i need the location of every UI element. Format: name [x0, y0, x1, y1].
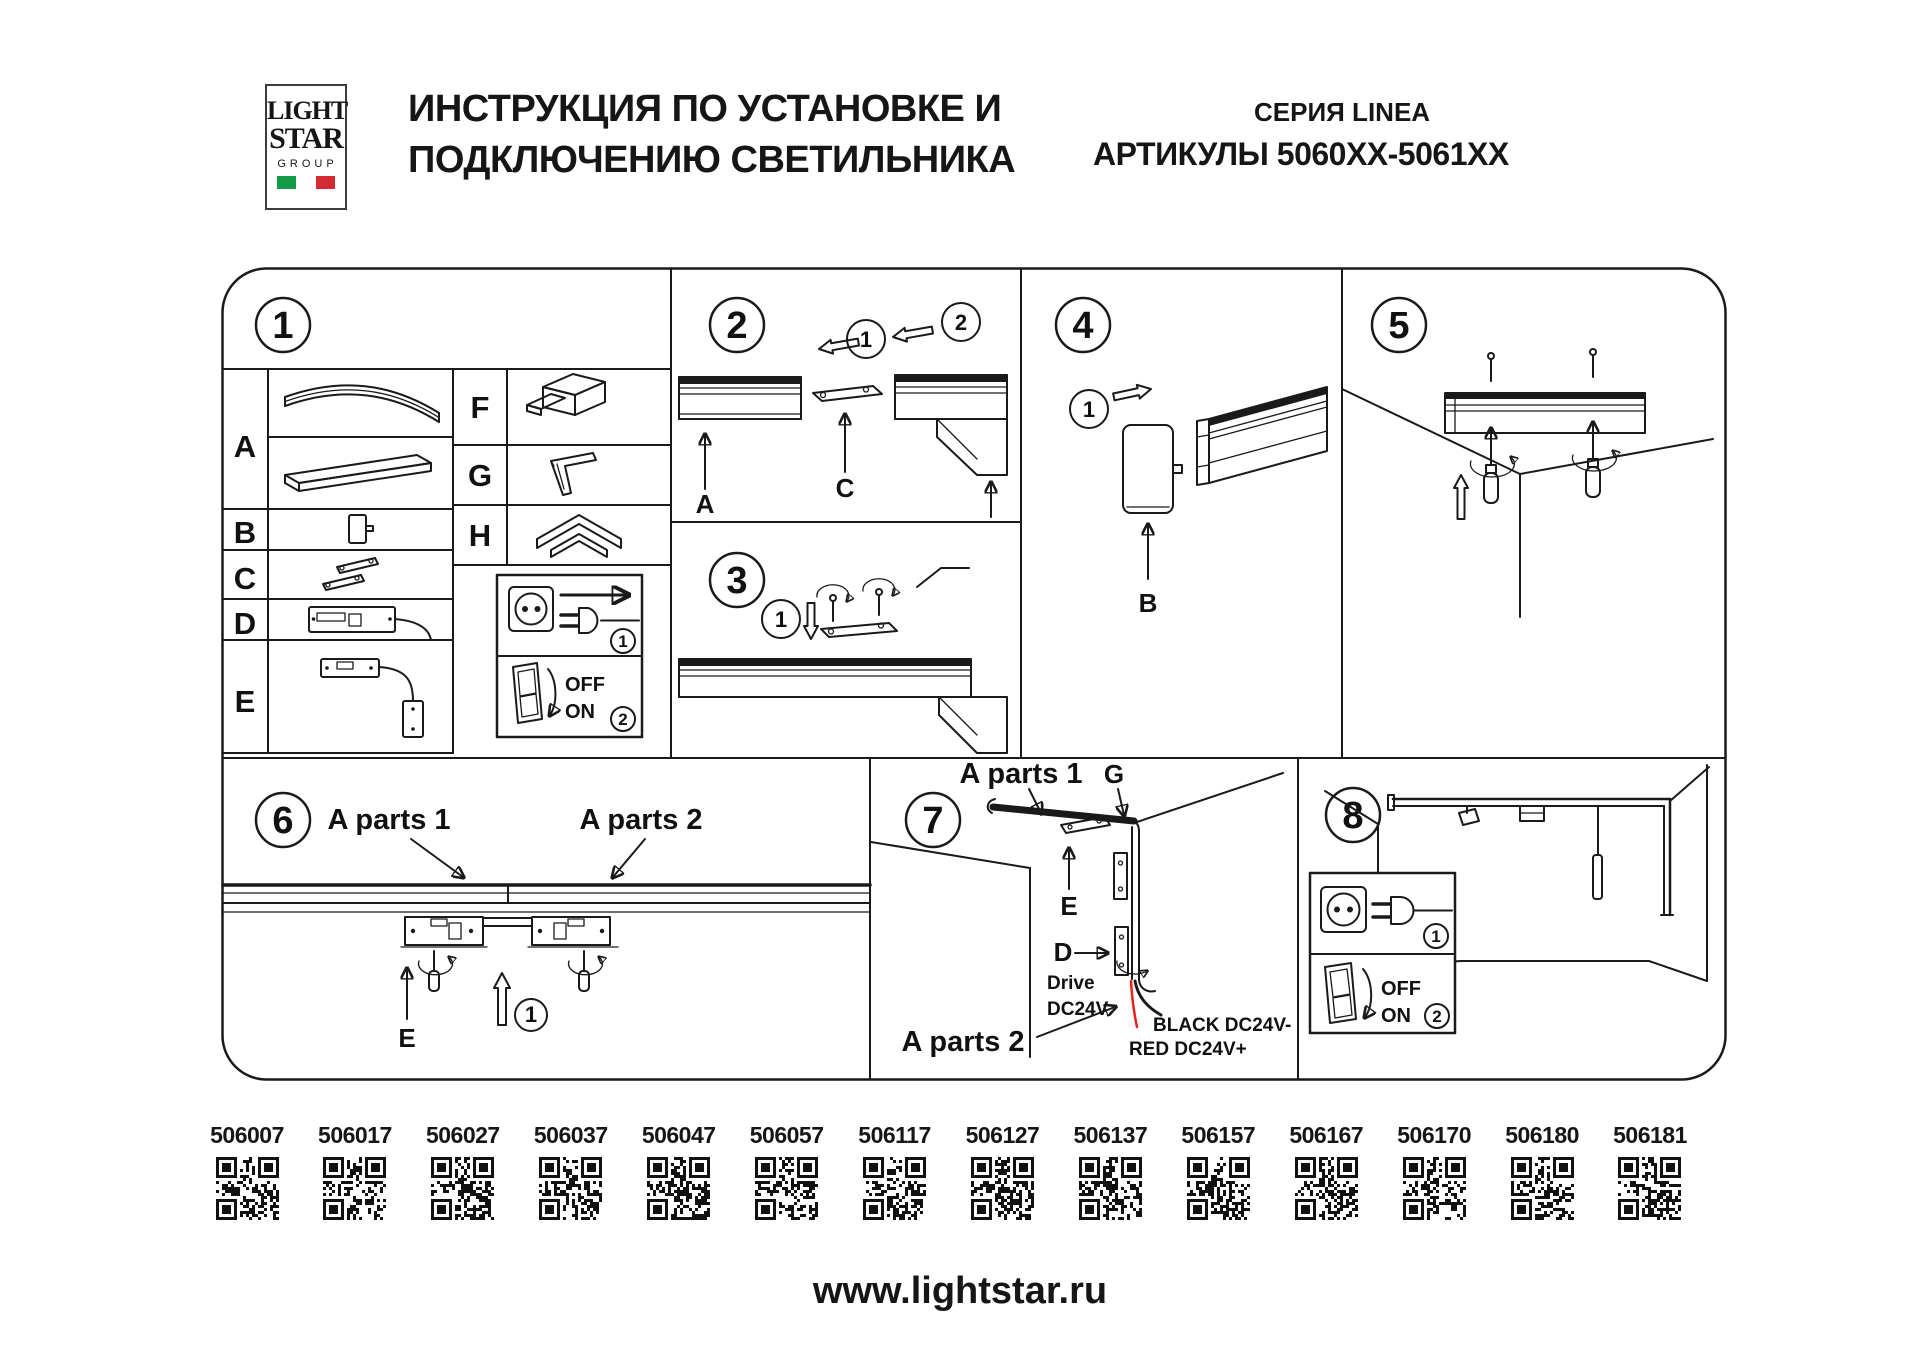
- endcap-b: [1123, 425, 1182, 513]
- a-parts-2-arrow: [613, 839, 645, 877]
- wire-red-label: RED DC24V+: [1129, 1039, 1247, 1060]
- article-qr-row: [197, 1122, 1700, 1220]
- svg-text:2: 2: [618, 710, 628, 729]
- article-number: 506127: [965, 1122, 1040, 1148]
- qr-item: [845, 1122, 945, 1220]
- article-number: 506027: [425, 1122, 500, 1148]
- qr-item: [1384, 1122, 1484, 1220]
- wall-bracket-upper: [1114, 853, 1127, 899]
- part-label-d: D: [233, 606, 257, 641]
- on-label: ON: [1381, 1005, 1411, 1027]
- power-instruction-box: [1310, 873, 1455, 1033]
- qr-code: [1403, 1157, 1466, 1220]
- svg-text:1: 1: [774, 607, 788, 632]
- corner-track: [895, 375, 1007, 475]
- svg-text:2: 2: [954, 310, 968, 335]
- step-6-badge: [256, 793, 310, 847]
- svg-text:2: 2: [1432, 1007, 1442, 1026]
- svg-text:3: 3: [726, 560, 748, 602]
- svg-text:1: 1: [618, 632, 628, 651]
- hollow-arrow-down: [804, 603, 818, 639]
- screwdriver-right: [568, 951, 602, 991]
- svg-text:8: 8: [1342, 795, 1364, 837]
- step-3-badge: [710, 553, 764, 607]
- screw-left: [1488, 353, 1494, 381]
- qr-item: [521, 1122, 621, 1220]
- ceiling-track: [1445, 393, 1645, 433]
- screwdriver-left: [418, 951, 452, 991]
- lightstar-logo: [265, 84, 347, 210]
- ceiling-edge-right: [1134, 773, 1283, 823]
- hollow-arrow-up: [1454, 475, 1468, 519]
- svg-text:7: 7: [922, 800, 944, 842]
- series-label: СЕРИЯ LINEA: [1254, 97, 1431, 127]
- article-number: 506007: [210, 1122, 284, 1148]
- label-g-arrow: [1118, 789, 1124, 815]
- svg-text:6: 6: [272, 800, 294, 842]
- part-label-h: H: [468, 518, 492, 553]
- qr-item: [1276, 1122, 1376, 1220]
- logo-word-light: LIGHT: [267, 96, 348, 125]
- tool-rod: [917, 568, 969, 587]
- ceiling-edge-left: [871, 842, 1030, 868]
- step-2-badge: [710, 298, 764, 352]
- hollow-arrow-2: [892, 323, 934, 344]
- part-d-drive-drawing: [309, 607, 431, 640]
- website-url: www.lightstar.ru: [812, 1270, 1108, 1312]
- off-label: OFF: [565, 674, 605, 696]
- article-number: 506170: [1397, 1122, 1472, 1148]
- step7-label-d: D: [1053, 937, 1073, 967]
- step-5-badge: [1372, 298, 1426, 352]
- step-6-drawing: [223, 804, 870, 1053]
- qr-code: [755, 1157, 818, 1220]
- article-number: 506180: [1505, 1122, 1579, 1148]
- page-title: [408, 84, 1068, 186]
- logo-word-group: GROUP: [277, 158, 338, 170]
- svg-text:5: 5: [1388, 305, 1410, 347]
- bracket-right: [528, 917, 618, 947]
- qr-item: [197, 1122, 297, 1220]
- article-number: 506167: [1289, 1122, 1364, 1148]
- corner-track: [939, 697, 1007, 753]
- step-1-badge: [256, 298, 310, 352]
- part-b-endcap-drawing: [349, 515, 373, 543]
- article-number: 506047: [641, 1122, 716, 1148]
- step-4-drawing: [1070, 382, 1327, 618]
- qr-item: [1492, 1122, 1592, 1220]
- step-5-drawing: [1342, 349, 1713, 617]
- step7-label-e: E: [1060, 891, 1078, 921]
- track-profile: [1197, 387, 1327, 485]
- ceiling-track: [993, 807, 1134, 821]
- hollow-arrow-right: [1112, 382, 1152, 404]
- diagram-frame: [223, 269, 1726, 1080]
- screw-left: [817, 585, 849, 621]
- part-e-corner-drive-drawing: [321, 659, 423, 737]
- connector-plate: [813, 386, 882, 401]
- svg-text:1: 1: [1431, 927, 1441, 946]
- article-number: 506157: [1181, 1122, 1256, 1148]
- article-number: 506057: [749, 1122, 824, 1148]
- step2-label-c: C: [835, 473, 855, 503]
- black-wire: [1135, 981, 1161, 1015]
- qr-code: [539, 1157, 602, 1220]
- spotlight: [1459, 806, 1479, 825]
- hollow-arrow-up: [494, 973, 510, 1025]
- connector-plate: [821, 623, 897, 637]
- qr-item: [305, 1122, 405, 1220]
- step-4-badge: [1056, 298, 1110, 352]
- part-f-connector-drawing: [527, 374, 605, 415]
- part-label-f: F: [470, 390, 490, 425]
- screw-right: [863, 579, 895, 615]
- qr-code: [216, 1157, 279, 1220]
- qr-code: [971, 1157, 1034, 1220]
- part-h-corner-cover-drawing: [537, 515, 621, 557]
- title-line-2: ПОДКЛЮЧЕНИЮ СВЕТИЛЬНИКА: [408, 139, 1016, 181]
- parts-table: [223, 369, 671, 753]
- drive-line-1: Drive: [1047, 973, 1095, 994]
- part-label-a: A: [233, 429, 257, 464]
- qr-code: [647, 1157, 710, 1220]
- bracket-left: [401, 917, 487, 947]
- svg-text:1: 1: [524, 1002, 538, 1027]
- qr-code: [863, 1157, 926, 1220]
- qr-item: [1168, 1122, 1268, 1220]
- qr-code: [1079, 1157, 1142, 1220]
- drive-bracket: [1115, 927, 1128, 975]
- article-number: 506181: [1613, 1122, 1687, 1148]
- qr-code: [1187, 1157, 1250, 1220]
- callout-2-badge: [942, 303, 980, 341]
- articles-label: АРТИКУЛЫ 5060XX-5061XX: [1093, 136, 1509, 172]
- installation-diagram: [221, 267, 1727, 1081]
- qr-code: [1511, 1157, 1574, 1220]
- qr-item: [413, 1122, 513, 1220]
- italy-flag-icon: [277, 176, 335, 189]
- part-label-b: B: [233, 515, 257, 550]
- track-segment: [679, 377, 801, 419]
- surface-light: [1520, 806, 1544, 821]
- part-g-corner-connector-drawing: [551, 453, 596, 495]
- part-label-e: E: [234, 684, 256, 719]
- drive-line-2: DC24V: [1047, 999, 1109, 1020]
- callout-1-badge: [1070, 390, 1108, 428]
- part-c-plates-drawing: [323, 558, 378, 590]
- ceiling-corner-lines: [1342, 389, 1713, 474]
- joined-track: [223, 885, 870, 912]
- pendant-light: [1593, 806, 1602, 899]
- article-number: 506017: [318, 1122, 392, 1148]
- screwdriver-left: [1470, 429, 1514, 503]
- track-segment: [679, 659, 971, 697]
- callout-1-badge: [515, 999, 547, 1031]
- qr-code: [1618, 1157, 1681, 1220]
- svg-text:1: 1: [1082, 397, 1096, 422]
- svg-text:1: 1: [859, 327, 873, 352]
- screwdriver-right: [1572, 423, 1616, 497]
- screw-right: [1590, 349, 1596, 377]
- power-instruction-box: [497, 575, 642, 737]
- svg-text:4: 4: [1072, 305, 1094, 347]
- part-a-curved-track-drawing: [285, 385, 439, 422]
- qr-item: [1600, 1122, 1700, 1220]
- step6-label-e: E: [398, 1023, 416, 1053]
- a-parts-1-label: A parts 1: [327, 804, 451, 836]
- label-g: G: [1103, 759, 1125, 789]
- qr-item: [952, 1122, 1052, 1220]
- off-label: OFF: [1381, 978, 1421, 1000]
- wire-black-label: BLACK DC24V-: [1153, 1015, 1292, 1036]
- step-8-drawing: [1310, 765, 1709, 1033]
- qr-item: [629, 1122, 729, 1220]
- svg-text:2: 2: [726, 305, 748, 347]
- qr-code: [431, 1157, 494, 1220]
- on-label: ON: [565, 701, 595, 723]
- article-number: 506117: [858, 1122, 931, 1148]
- title-line-1: ИНСТРУКЦИЯ ПО УСТАНОВКЕ И: [408, 88, 1002, 130]
- step4-label-b: B: [1138, 588, 1158, 618]
- ceiling-edge-right: [1670, 767, 1709, 801]
- part-label-g: G: [467, 458, 493, 493]
- logo-word-star: STAR: [269, 122, 343, 155]
- article-number: 506037: [533, 1122, 608, 1148]
- qr-code: [323, 1157, 386, 1220]
- svg-text:1: 1: [272, 305, 294, 347]
- qr-item: [1060, 1122, 1160, 1220]
- step-7-badge: [906, 793, 960, 847]
- joint-plate: [483, 918, 532, 926]
- a-parts-1-arrow: [411, 839, 463, 877]
- callout-1-badge: [762, 600, 800, 638]
- qr-item: [737, 1122, 837, 1220]
- part-a-straight-track-drawing: [285, 455, 431, 491]
- qr-code: [1295, 1157, 1358, 1220]
- part-label-c: C: [233, 561, 257, 596]
- a-parts-1-label: A parts 1: [959, 758, 1083, 790]
- a-parts-2-label: A parts 2: [579, 804, 703, 836]
- step2-label-a: A: [695, 489, 715, 519]
- a-parts-2-label: A parts 2: [901, 1026, 1025, 1058]
- article-number: 506137: [1073, 1122, 1148, 1148]
